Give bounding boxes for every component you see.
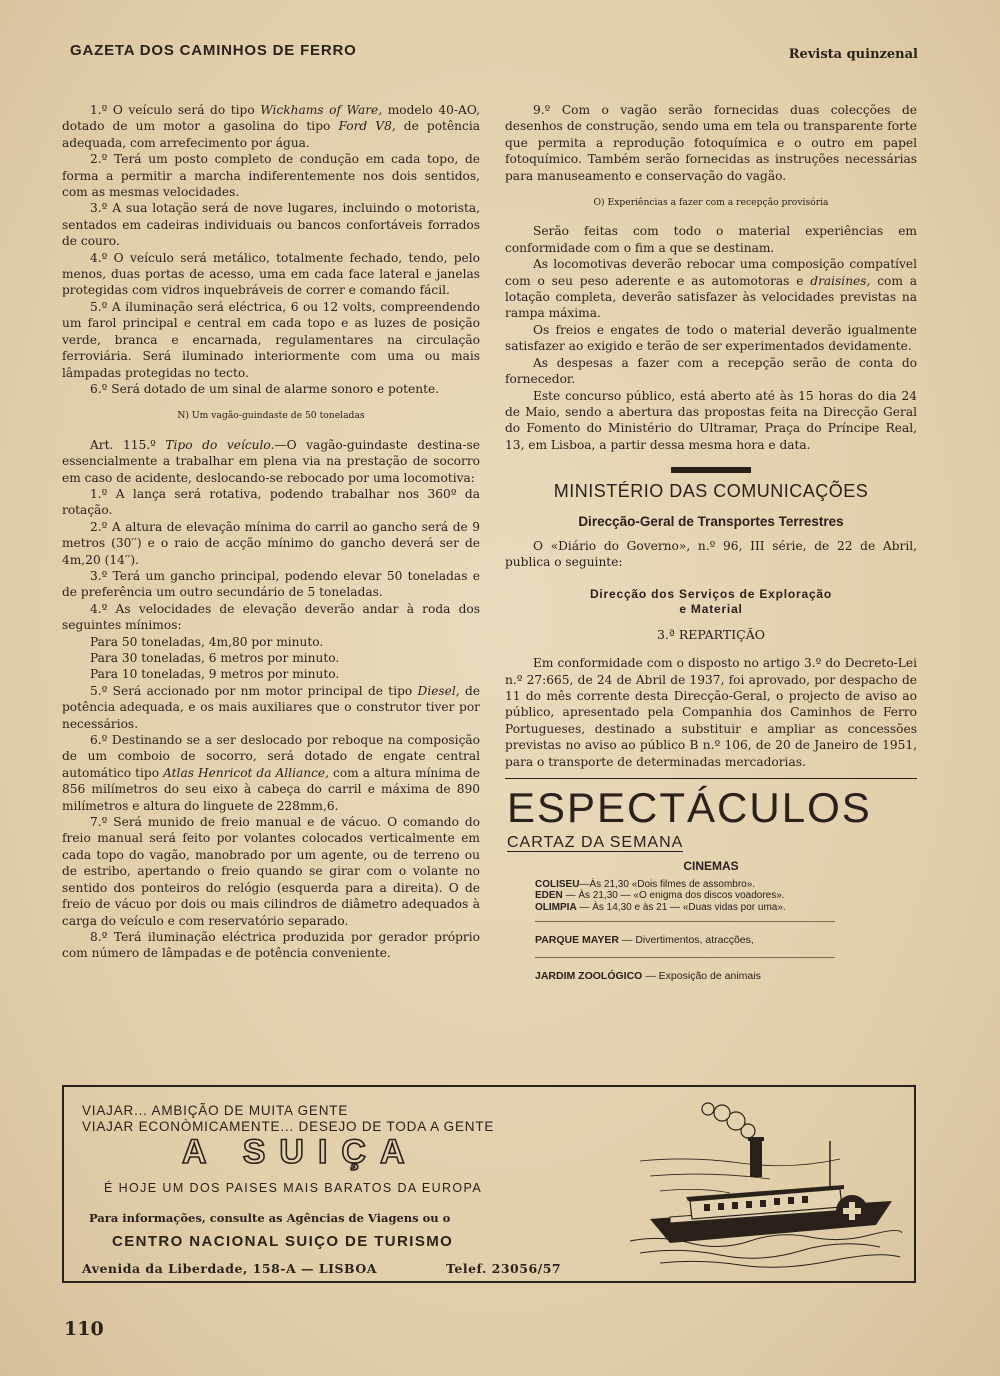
paragraph-tests: Serão feitas com todo o material experiências em conformidade com o fim a que se destinam.	[505, 224, 917, 255]
section-divider-bar	[671, 467, 751, 473]
directorate-heading: Direcção-Geral de Transportes Terrestres	[578, 513, 844, 529]
ad-line-2: VIAJAR ECONÒMICAMENTE... DESEJO DE TODA A GENTE	[82, 1119, 495, 1134]
paragraph-article-115: Art. 115.º Tipo do veículo.—O vagão-guindaste destina-se essencialmente a trabalhar em plena via na prestação de socorro em caso de acidente, deslocando-se rebocado por uma locomotiva:	[62, 437, 481, 485]
paragraph-vehicle-type: 1.º O veículo será do tipo Wickhams of Ware, modelo 40-AO, dotado de um motor a gasolina do tipo Ford V8, de potência adequada, com arrefecimento por água.	[62, 103, 480, 150]
paragraph-alarm: 6.º Será dotado de um sinal de alarme sonoro e potente.	[90, 381, 440, 396]
ad-line-3: É HOJE UM DOS PAISES MAIS BARATOS DA EUROPA	[104, 1181, 483, 1195]
weekly-listings-subtitle: CARTAZ DA SEMANA	[507, 834, 684, 851]
ad-info-line: Para informações, consulte as Agências de Viagens ou o	[89, 1211, 451, 1225]
paragraph-electric-lighting: 8.º Terá iluminação eléctrica produzida por gerador próprio com número de lâmpadas e de potência conveniente.	[62, 929, 480, 961]
ad-line-1: VIAJAR... AMBIÇÃO DE MUITA GENTE	[82, 1103, 349, 1118]
divider-line	[535, 921, 835, 922]
listing-eden: EDEN — Às 21,30 — «O enigma dos discos voadores».	[535, 890, 785, 902]
speed-item: Para 50 toneladas, 4m,80 por minuto.	[90, 634, 324, 649]
running-header-subtitle: Revista quinzenal	[788, 47, 918, 62]
paragraph-metal-body: 4.º O veículo será metálico, totalmente fechado, tendo, pelo menos, duas portas de acesso, uma em cada face lateral e janelas protegidas com vidros inquebráveis de correr e comando fácil.	[62, 250, 480, 298]
advertisement-suica	[62, 1085, 916, 1283]
paragraph-expenses: As despesas a fazer com a recepção serão de conta do fornecedor.	[505, 355, 917, 387]
ministry-heading: MINISTÉRIO DAS COMUNICAÇÕES	[553, 481, 869, 502]
paddle-steamer-icon	[630, 1101, 902, 1271]
paragraph-approval: Em conformidade com o disposto no artigo 3.º do Decreto-Lei n.º 27:665, de 24 de Abril de 1937, foi aprovado, por despacho de 11 do mês corrente desta Direcção-Geral, o projecto de aviso ao público, apresentado pela Companhia dos Caminhos de Ferro Portugueses, destinado a substituir e ampliar as concessões previstas no aviso ao público B n.º 106, de 20 de Janeiro de 1951, para o transporte de determinadas mercadorias.	[505, 656, 917, 769]
left-column	[62, 102, 480, 962]
running-header-title: GAZETA DOS CAMINHOS DE FERRO	[70, 42, 357, 59]
spectacles-title: ESPECTÁCULOS	[507, 784, 872, 831]
section-subheading-tests: O) Experiências a fazer com a recepção provisória	[593, 197, 829, 209]
ad-phone: Telef. 23056/57	[446, 1261, 562, 1276]
paragraph-brakes: 7.º Será munido de freio manual e de vácuo. O comando do freio manual será feito por volantes colocados verticalmente em cada topo do vagão, manobrado por um agente, ou de terreno ou de estribo, apertando o freio quando se girar com o volante no sentido dos ponteiros do relógio (esquerda para a direita). O de freio de vácuo por dois ou mais cilindros de diâmetro adequados à carga do veículo e com reservatório separado.	[62, 815, 480, 928]
listing-coliseu: COLISEU—Às 21,30 «Dois filmes de assombro».	[535, 878, 756, 890]
speed-item: Para 10 toneladas, 9 metros por minuto.	[90, 667, 340, 682]
paragraph-drawings: 9.º Com o vagão serão fornecidas duas colecções de desenhos de construção, sendo uma em tela ou transparente forte que permita a reprodução fotoquímica e o outro em papel fotoquímico. Também serão fornecidas as instruções necessárias para manuseamento e conservação do vagão.	[505, 103, 917, 183]
ad-organisation: CENTRO NACIONAL SUIÇO DE TURISMO	[112, 1233, 454, 1250]
ad-address: Avenida da Liberdade, 158-A — LISBOA	[82, 1261, 377, 1276]
listing-jardim-zoologico: JARDIM ZOOLÓGICO — Exposição de animais	[535, 969, 761, 982]
right-column	[505, 102, 917, 984]
divider-line	[505, 778, 917, 779]
paragraph-capacity: 3.º A sua lotação será de nove lugares, incluindo o motorista, sentados em cadeiras individuais ou bancos confortáveis forrados de couro.	[62, 201, 480, 249]
paragraph-lift-height: 2.º A altura de elevação mínima do carril ao gancho será de 9 metros (30′′) e o raio de acção mínimo do gancho deverá ser de 4m,20 (14′′).	[62, 519, 480, 567]
paragraph-boom: 1.º A lança será rotativa, podendo trabalhar nos 360º da rotação.	[62, 486, 480, 518]
paragraph-brake-tests: Os freios e engates de todo o material deverão igualmente satisfazer ao exigido e terão de ser experimentados devidamente.	[505, 322, 917, 354]
page-number: 110	[64, 1318, 104, 1340]
paragraph-locomotives: As locomotivas deverão rebocar uma composição compatível com o seu peso aderente e as automotoras e draisines, com a lotação completa, deverão satisfazer às velocidades previstas na rampa máxima.	[505, 257, 917, 321]
divider-line	[535, 957, 835, 958]
cinemas-heading: CINEMAS	[683, 859, 739, 874]
paragraph-driving-post: 2.º Terá um posto completo de condução em cada topo, de forma a permitir a marcha indiferentemente nos dois sentidos, com as mesmas velocidades.	[62, 152, 480, 200]
paragraph-tender-deadline: Este concurso público, está aberto até às 15 horas do dia 24 de Maio, sendo a abertura das propostas feita na Direcção Geral do Fomento do Ministério do Ultramar, Praça do Príncipe Real, 13, em Lisboa, a partir dessa mesma hora e data.	[505, 388, 917, 452]
cinema-listings	[535, 879, 917, 914]
repartition-heading: 3.ª REPARTIÇÃO	[657, 626, 765, 642]
paragraph-coupling: 6.º Destinando se a ser deslocado por reboque na composição de um comboio de socorro, será dotado de engate central automático tipo Atlas Henricot da Alliance, com a altura mínima de 856 milímetros do seu eixo à cabeça do carril e máxima de 890 milímetros e altura do linguete de 228mm,6.	[62, 733, 480, 813]
paragraph-speeds: 4.º As velocidades de elevação deverão andar à roda dos seguintes mínimos:	[62, 601, 480, 633]
services-heading: Direcção dos Serviços de Exploração e Material	[589, 586, 833, 616]
paragraph-lighting: 5.º A iluminação será eléctrica, 6 ou 12 volts, compreendendo um farol principal e central em cada topo e as luzes de posição verde, branca e encarnada, regulamentares na circulação ferroviária. Será iluminado interiormente com uma ou mais lâmpadas protegidas no tecto.	[62, 299, 480, 380]
paragraph-diario-governo: O «Diário do Governo», n.º 96, III série, de 22 de Abril, publica o seguinte:	[505, 538, 917, 570]
speed-item: Para 30 toneladas, 6 metros por minuto.	[90, 651, 340, 665]
paragraph-hook: 3.º Terá um gancho principal, podendo elevar 50 toneladas e de preferência um outro secundário de 5 toneladas.	[62, 568, 480, 600]
listing-parque-mayer: PARQUE MAYER — Divertimentos, atracções,	[535, 934, 754, 947]
section-subheading-crane: N) Um vagão-guindaste de 50 toneladas	[177, 410, 365, 422]
ad-brand: A SUIÇA	[182, 1133, 419, 1171]
listing-olimpia: OLIMPIA — Às 14,30 e às 21 — «Duas vidas por uma».	[535, 901, 786, 913]
paragraph-motor: 5.º Será accionado por nm motor principal de tipo Diesel, de potência adequada, e os mais auxiliares que o construtor tiver por necessários.	[62, 683, 480, 731]
